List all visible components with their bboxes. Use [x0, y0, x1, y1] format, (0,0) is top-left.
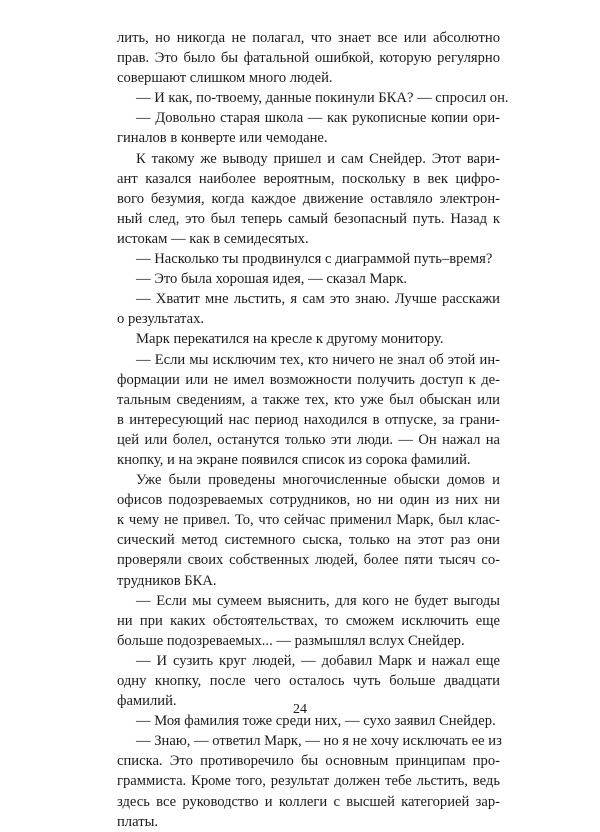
- text-line: — Насколько ты продвинулся с диаграммой путь–время?: [136, 251, 493, 268]
- text-line: здесь все руководство и коллеги с высшей категорией зар-: [117, 793, 500, 810]
- text-line: — Это была хорошая идея, — сказал Марк.: [136, 271, 407, 288]
- text-line: истокам — как в семидесятых.: [117, 230, 309, 247]
- text-line: к чему не привел. То, что сейчас применил Марк, был клас-: [117, 512, 500, 529]
- text-line: больше подозреваемых... — размышлял вслух Снейдер.: [117, 632, 465, 649]
- text-line: — И сузить круг людей, — добавил Марк и нажал еще: [136, 652, 500, 669]
- text-line: Уже были проведены многочисленные обыски домов и: [136, 472, 500, 489]
- text-line: гиналов в конверте или чемодане.: [117, 130, 328, 147]
- text-line: платы.: [117, 813, 159, 830]
- text-line: формации или не имел возможности получить доступ к де-: [117, 371, 500, 388]
- text-line: в интересующий нас период находился в отпуске, за грани-: [117, 411, 500, 428]
- text-line: — Хватит мне льстить, я сам это знаю. Лучше расскажи: [136, 291, 500, 308]
- text-line: цей или болел, останутся только эти люди. — Он нажал на: [117, 431, 500, 448]
- text-line: ант казался наиболее вероятным, поскольку в век цифро-: [117, 170, 500, 187]
- page-number: 24: [293, 702, 307, 717]
- text-line: проверяли своих собственных людей, более пяти тысяч со-: [117, 552, 500, 569]
- text-line: офисов подозреваемых сотрудников, но ни один из них ни: [117, 492, 500, 509]
- text-line: списка. Это противоречило бы основным принципам про-: [117, 753, 500, 770]
- text-line: о результатах.: [117, 311, 205, 328]
- text-line: лить, но никогда не полагал, что знает все или абсолютно: [117, 30, 500, 46]
- text-line: — Знаю, — ответил Марк, — но я не хочу исключать ее из: [136, 733, 502, 750]
- text-line: кнопку, и на экране появился список из сорока фамилий.: [117, 451, 471, 468]
- text-line: прав. Это было бы фатальной ошибкой, которую регулярно: [117, 50, 500, 67]
- text-line: одну кнопку, после чего осталось чуть больше двадцати: [117, 673, 500, 689]
- text-line: трудников БКА.: [117, 572, 217, 589]
- text-line: совершают слишком много людей.: [117, 70, 333, 87]
- text-line: сический метод системного сыска, только на этот раз они: [117, 532, 500, 549]
- text-line: — И как, по-твоему, данные покинули БКА? — спросил он.: [136, 90, 509, 107]
- text-line: К такому же выводу пришел и сам Снейдер. Этот вари-: [136, 150, 500, 167]
- text-line: тальным сведениям, а также тех, кто уже был обыскан или: [117, 391, 500, 408]
- text-line: вого безумия, когда каждое движение оставляло электрон-: [117, 190, 500, 207]
- text-line: — Моя фамилия тоже среди них, — сухо заявил Снейдер.: [136, 713, 496, 730]
- text-line: — Довольно старая школа — как рукописные копии ори-: [136, 110, 500, 127]
- text-line: Марк перекатился на кресле к другому монитору.: [136, 331, 444, 348]
- text-line: фамилий.: [117, 693, 177, 710]
- text-line: ни при каких обстоятельствах, то сможем исключить еще: [117, 612, 500, 629]
- text-line: ный след, это был теперь самый безопасный путь. Назад к: [117, 210, 500, 227]
- text-line: — Если мы исключим тех, кто ничего не знал об этой ин-: [136, 351, 500, 368]
- text-line: граммиста. Кроме того, результат должен тебе льстить, ведь: [117, 773, 500, 790]
- text-line: — Если мы сумеем выяснить, для кого не будет выгоды: [136, 592, 500, 609]
